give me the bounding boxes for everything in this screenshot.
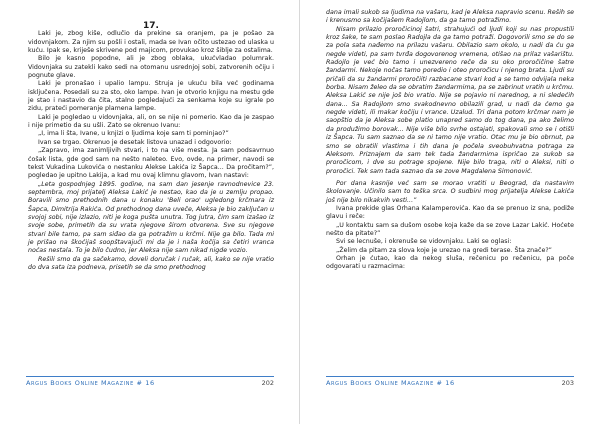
paragraph: Ivana prekide glas Orhana Kalamperovića. Kao da se prenuo iz sna, podiže glavu i reče: bbox=[326, 204, 574, 221]
italic-quote-paragraph: dana imali sukob sa ljudima na vašaru, kad je Aleksa napravio scenu. Reših se i krenusmo sa kočijašem Radojlom, da ga tamo potražimo. bbox=[326, 9, 574, 25]
paragraph: „I, ima li šta, Ivane, u knjizi o ljudima koje sam ti pominjao?” bbox=[38, 130, 229, 138]
paragraph: Laki je pronašao i upalio lampu. Struja je ukuću bila već godinama isključena. Posedali su za sto, oko lampe. Ivan je otvorio knjigu na mestu gde je stao i nastavio da čita, stalno pogledajući za senkama koje su igrale po zidu, prateći pomeranje plamena lampe. bbox=[28, 80, 274, 113]
paragraph: „Želim da pitam za slova koje je urezao na gredi terase. Šta znače?” bbox=[336, 246, 552, 254]
right-page bbox=[300, 0, 600, 424]
right-text-column bbox=[326, 9, 574, 272]
footer-rule bbox=[26, 376, 274, 377]
italic-quote-paragraph: Por dana kasnije već sam se morao vratiti u Beograd, da nastavim školovanje. Učinilo sam to teška srca. O sudbini mog prijatelja Alekse Lakića još nije bilo nikakvih vesti...” bbox=[326, 179, 574, 204]
page-number: 202 bbox=[261, 379, 274, 387]
paragraph: Bilo je kasno popodne, ali je zbog oblaka, ukućvladao polumrak. Vidovnjaka su zatekli kako sedi na otomanu usrednjoj sobi, zatvorenih očiju i pognute glave. bbox=[28, 55, 274, 80]
footer-rule bbox=[326, 376, 574, 377]
paragraph: „Zapravo, ima zanimljivih stvari, i to na više mesta. Ja sam podsavrnuo ćošak lista, gde god sam na nešto naleteo. Evo, ovde, na primer, navodi se tekst Vukadina Lukovića o nestanku Alekse Lakića iz Šapca... Da pročitam?”, pogledao je upitno Lakija, a kad mu ovaj klimnu glavom, Ivan nastavi: bbox=[28, 147, 274, 180]
paragraph: Laki je pogledao u vidovnjaka, ali, on se nije ni pomerio. Kao da je zaspao i nije primetio da su ušli. Zato se okrenuo Ivanu: bbox=[28, 113, 274, 130]
left-page-footer bbox=[26, 376, 274, 387]
paragraph: Laki je, zbog kiše, odlučio da prekine sa oranjem, pa je pošao za vidovnjakom. Za njim su pošli i ostali, mada se Ivan očito ustezao od ulaska u kuću. Ipak se, kriješe skrivene pod majicom, provukao kroz šiblje za ostalima. bbox=[28, 30, 274, 55]
magazine-title: Argus Books Online Magazine # 16 bbox=[26, 379, 155, 387]
right-page-footer bbox=[326, 376, 574, 387]
paragraph: Ivan se trgao. Okrenuo je desetak listova unazad i odgovorio: bbox=[38, 138, 232, 146]
paragraph: Svi se lecnuše, i okrenuše se vidovnjaku. Laki se oglasi: bbox=[336, 238, 512, 246]
paragraph: „U kontaktu sam sa dušom osobe koja kaže da se zove Lazar Lakić. Hoćete nešto da pitate?” bbox=[326, 221, 574, 237]
italic-quote-paragraph: Rešili smo da ga sačekamo, doveli doručak i ručak, ali, kako se nije vratio do dva sata iza podneva, prisetih se da smo prethodnog bbox=[28, 255, 274, 271]
italic-quote-paragraph: Nisam prilazio proročicinoj šatri, strahujući od ljudi koji su nas propustili kroz šake, te sam poslao Radojla da ga tamo potraži. Dogovorili smo se do se za pola sata nađemo na prilazu vašaru. Obilazio sam okolo, u nadi da ću ga negde videti, pa sam tvrđa dogovorenog vremena, otišao na prilaz vašarištu. Radojlo je već bio tamo i unezvereno reče da su oko proročičine šatre žandarmi. Nekoje nočas tamo poredio i oteo proročicu i njenog brata. Ljudi su pričali da su žandarmi proročiiti razbacane stvari kod a se tamo odvijala neka borba. Nisam želeo da se obratim žandarmima, pa se zabrinut vratih u krčmu. Aleksa Lakić se nije još bio vratio. Nije se pojavio ni narednog, a ni sledećih dana... Sa Radojlom smo svakodnevno obilazili grad, u nadi da ćemo ga negde videti, ili makar kočiju i vrance. Uzalud. Tri dana potom krčmar nam je saopštio da je Aleksa sobe platio unapred samo do tog dana, pa ako želimo da produžimo borovak... Nije više bilo svrhe ostajati, spakovali smo se i otišli iz Šapca. Tu sam saznao da se ni tamo nije vratio. Otac mu je bio obrnut, pa smo se obratili vlastima i tih dana je počela sveobuhvatna potraga za Aleksom. Priznajem da sam tek tada žandarmima ispričao za sukob sa proročicom, i dve su potrage spojene. Nije bilo traga, niti o Aleksi, niti o proročici. Tek sam tada saznao da se zove Magdalena Simonović. bbox=[326, 25, 574, 175]
italic-quote-paragraph: „Leta gospodnjeg 1895. godine, na sam dan jesenje ravnodnevice 23. septembra, moj prijatelj Aleksa Lakić je nestao, kao da je u zemlju propao. Boravili smo prethodnih dana u konaku 'Beli orao' ugledong krčmara iz Šapca, Dimitrija Rakića. Od prethodnog dana uveče, Aleksa je bio zaključan u svojoj sobi, nije izlazio, niti je koga pušta unutra. Tog jutra, čim sam izašao iz svoje sobe, primetih da su vrata njegove širom otvorena. Sve su njegove stvari bile tamo, pa sam siđao da ga potražim u krčmi. Nije ga bilo. Tada mi je prišao na škoćijaš soopštavajući mi da je i naša kočija sa četiri vranca noćas nestala. To je bilo čudno, jer Aleksa nije sam nikad nigde vozio. bbox=[28, 180, 274, 255]
left-text-column bbox=[28, 22, 274, 272]
chapter-heading: 17. bbox=[143, 21, 159, 31]
page-number: 203 bbox=[561, 379, 574, 387]
paragraph: Orhan je ćutao, kao da nekog sluša, rečenicu po rečenicu, pa poče odgovarati u razmacima: bbox=[326, 254, 574, 271]
magazine-title: Argus Books Online Magazine # 16 bbox=[326, 379, 455, 387]
